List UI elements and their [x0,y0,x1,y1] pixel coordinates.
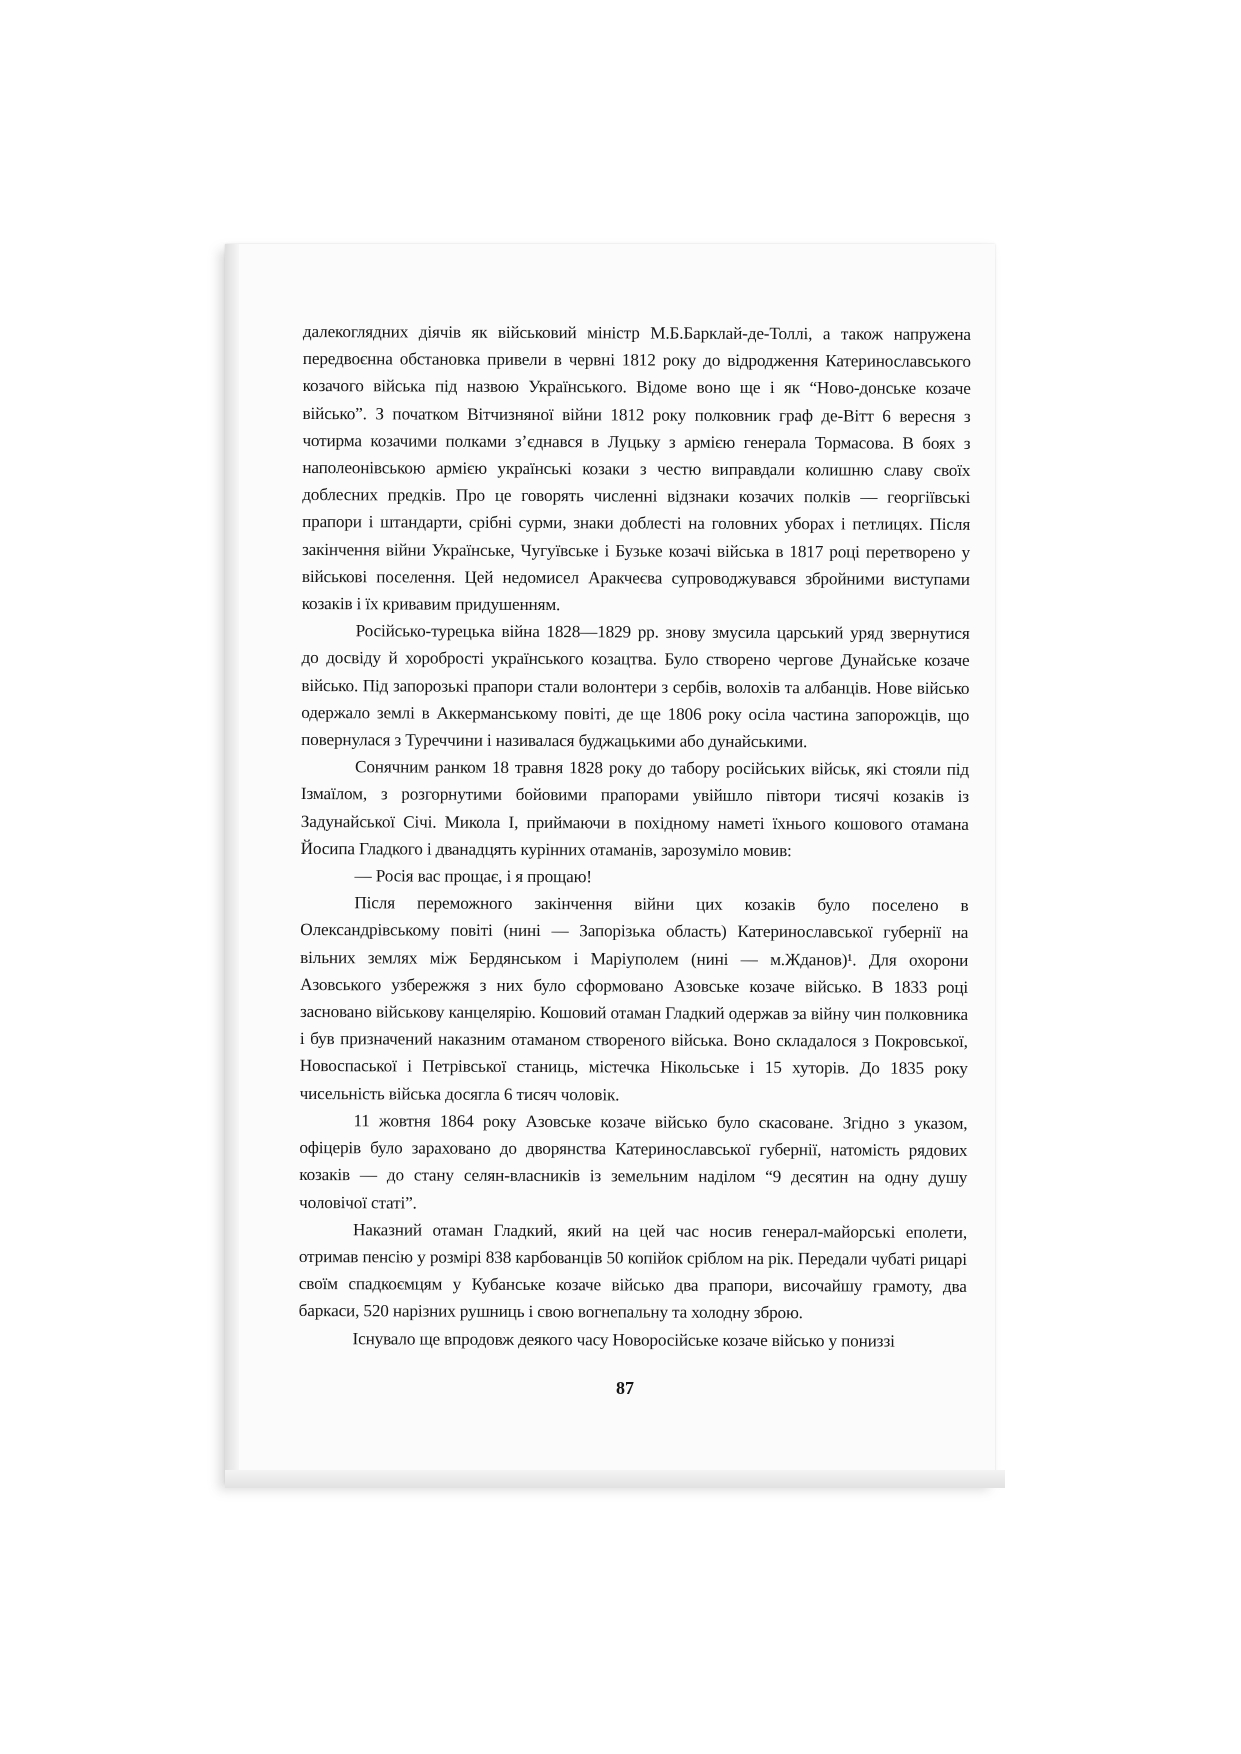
paragraph: Наказний отаман Гладкий, який на цей час носив генерал-майорські еполети, отримав пенсію у розмірі 838 карбованців 50 копійок сріблом на рік. Передали чубаті рицарі своїм спадкоємцям у Кубанське козаче військо два прапори, височайшу грамоту, два баркаси, 520 нарізних рушниць і свою вогнепальну та холодну зброю. [298,1219,968,1323]
scan-shadow-bottom [225,1470,1005,1488]
paragraph: Існувало ще впродовж деякого часу Новоросійське козаче військо у пониззі [352,1328,895,1351]
paragraph: далекоглядних діячів як військовий міністр М.Б.Барклай-де-Толлі, а також напружена передвоєнна обстановка привели в червні 1812 року до відродження Катеринославського козачого війська під назвою Українського. Відоме воно ще і як “Ново-донське козаче військо”. З початком Вітчизняної війни 1812 року полковник граф де-Вітт 6 вересня з чотирма козачими полками з’єднався в Луцьку з армією генерала Тормасова. В боях з наполеонівською армією українські козаки з честю виправдали колишню славу своїх доблесних предків. Про це говорять численні відзнаки козачих полків — георгіївські прапори і штандарти, срібні сурми, знаки доблесті на головних уборах і петлицях. Після закінчення війни Українське, Чугуївське і Бузьке козачі війська в 1817 році перетворено у військові поселення. Цей недомисел Аракчеєва супроводжувався збройними виступами козаків і їх кривавим придушенням. [301,321,971,615]
scan-shadow-left [225,244,239,1484]
paragraph: Після переможного закінчення війни цих козаків було поселено в Олександрівському повіті (нині — Запорізька область) Катеринославської губернії на вільних землях між Бердянськом і Маріуполем (нині — м.Жданов)¹. Для охорони Азовського узбережжя з них було сформовано Азовське козаче військо. В 1833 році засновано військову канцелярію. Кошовий отаман Гладкий одержав за війну чин полковника і був призначений наказним отаманом створеного війська. Воно складалося з Покровської, Новоспаської і Петрівської станиць, містечка Нікольське і 15 хуторів. До 1835 року чисельність війська досягла 6 тисяч чоловік. [299,893,969,1105]
paragraph: Сонячним ранком 18 травня 1828 року до табору російських військ, які стояли під Ізмаїлом, з розгорнутими бойовими прапорами увійшло півтори тисячі козаків із Задунайської Січі. Микола І, приймаючи в похідному наметі їхнього кошового отамана Йосипа Гладкого і дванадцять курінних отаманів, зарозуміло мовив: [300,757,970,860]
paragraph: Російсько-турецька війна 1828—1829 рр. знову змусила царський уряд звернутися до досвіду й хоробрості українського козацтва. Було створено чергове Дунайське козаче військо. Під запорозькі прапори стали волонтери з сербів, волохів та албанців. Нове військо одержало землі в Аккерманському повіті, де ще 1806 року осіла частина запорожців, що повернулася з Туреччини і називалася буджацькими або дунайськими. [301,621,970,752]
body-text [298,318,971,1355]
page-number: 87 [616,1378,634,1398]
paragraph: 11 жовтня 1864 року Азовське козаче військо було скасоване. Згідно з указом, офіцерів було зараховано до дворянства Катеринославської губернії, натомість рядових козаків — до стану селян-власників із земельним наділом “9 десятин на одну душу чоловічої статі”. [299,1111,968,1213]
dialogue-line: — Росія вас прощає, і я прощаю! [354,866,592,887]
